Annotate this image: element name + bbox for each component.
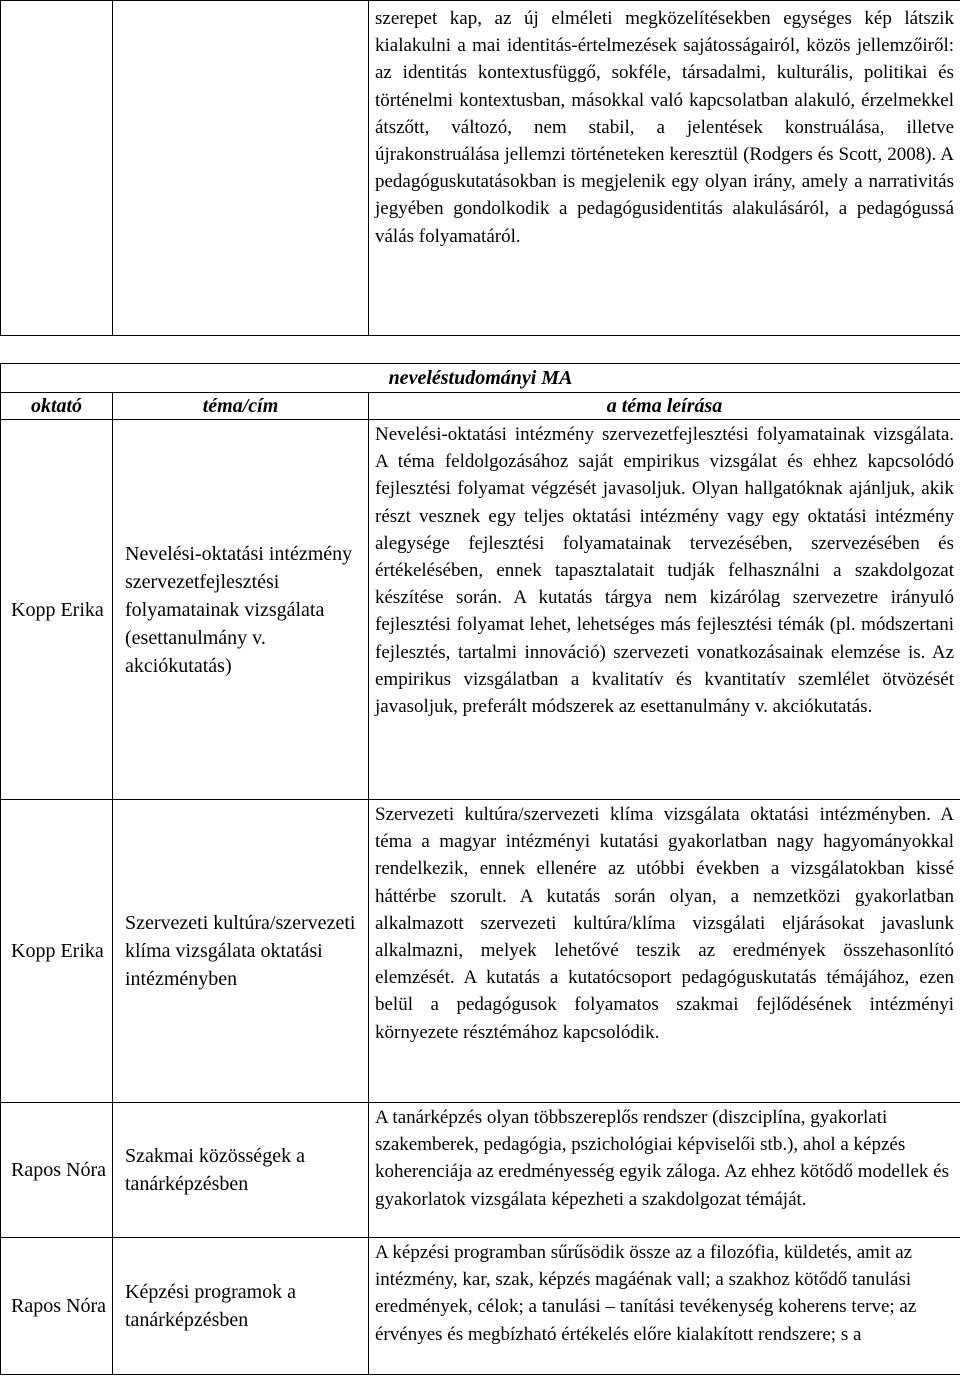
ma-topics-table <box>0 363 960 1375</box>
table-title-row <box>1 364 960 393</box>
leiras-text: A képzési programban sűrűsödik össze az a filozófia, küldetés, amit az intézmény, kar, szak, képzés magáénak vall; a szakhoz kötődő tanulási eredmények, célok; a tanulási – tanítási tevékenység koherens terve; az érvényes és megbízható értékelés előre kialakított rendszere; s a <box>375 1242 917 1345</box>
tema-cell: Képzési programok a tanárképzésben <box>113 1238 369 1375</box>
table-row <box>1 1103 960 1238</box>
tema-cell: Szervezeti kultúra/szervezeti klíma vizsgálata oktatási intézményben <box>113 800 369 1103</box>
header-row <box>1 393 960 420</box>
continuation-paragraph: szerepet kap, az új elméleti megközelítésekben egységes kép látszik kialakulni a mai identitás-értelmezések sajátosságairól, közös jellemzőiről: az identitás kontextusfüggő, sokféle, társadalmi, kulturális, politikai és történelmi kontextusban, másokkal való kapcsolatban alakuló, érzelmekkel átszőtt, változó, nem stabil, a jelentések konstruálása, illetve újrakonstruálása jellemzi történeteken keresztül (Rodgers és Scott, 2008). A pedagóguskutatásokban is megjelenik egy olyan irány, amely a narrativitás jegyében gondolkodik a pedagógusidentitás alakulásáról, a pedagógussá válás folyamatáról. <box>375 8 954 247</box>
oktato-cell: Rapos Nóra <box>1 1238 113 1375</box>
leiras-text: A tanárképzés olyan többszereplős rendszer (diszciplína, gyakorlati szakemberek, pedagógia, pszichológiai képviselői stb.), ahol a képzés koherenciája az eredményesség egyik záloga. Az ehhez kötődő modellek és gyakorlatok vizsgálata képezheti a szakdolgozat témáját. <box>375 1107 949 1210</box>
oktato-cell: Kopp Erika <box>1 420 113 800</box>
leiras-cell <box>369 420 960 800</box>
header-leiras: a téma leírása <box>369 393 960 420</box>
table-row <box>1 800 960 1103</box>
leiras-text: Szervezeti kultúra/szervezeti klíma vizsgálata oktatási intézményben. A téma a magyar intézményi kutatási gyakorlatban nagy hagyományokkal rendelkezik, ennek ellenére az utóbbi években a vizsgálatokban kissé háttérbe szorult. A kutatás során olyan, a nemzetközi gyakorlatban alkalmazott szervezeti kultúra/klíma vizsgálati eljárásokat javaslunk alkalmazni, melyek lehetővé teszik az eredmények összehasonlító elemzését. A kutatás a kutatócsoport pedagóguskutatás témájához, ezen belül a pedagógusok folyamatos szakmai fejlődésének intézményi környezete résztémához kapcsolódik. <box>375 804 955 1043</box>
oktato-cell: Kopp Erika <box>1 800 113 1103</box>
continuation-row <box>1 1 960 336</box>
header-tema-cim: téma/cím <box>113 393 369 420</box>
table-row <box>1 420 960 800</box>
continuation-table <box>0 0 960 336</box>
continuation-description-cell <box>369 1 960 336</box>
tema-cell: Nevelési-oktatási intézmény szervezetfejlesztési folyamatainak vizsgálata (esettanulmány v. akciókutatás) <box>113 420 369 800</box>
header-oktato: oktató <box>1 393 113 420</box>
leiras-text: Nevelési-oktatási intézmény szervezetfejlesztési folyamatainak vizsgálata. A téma feldolgozásához saját empirikus vizsgálat és ehhez kapcsolódó fejlesztési folyamat végzését javasoljuk. Olyan hallgatóknak ajánljuk, akik részt vesznek egy teljes oktatási intézmény vagy egy oktatási intézmény alegysége fejlesztési folyamatainak tervezésében, szervezésében és értékelésében, ennek tapasztalatait tudják felhasználni a szakdolgozat készítése során. A kutatás tárgya nem kizárólag szervezetre irányuló fejlesztési folyamat lehet, lehetséges más fejlesztési témák (pl. módszertani fejlesztés, tartalmi innováció) szervezeti vonatkozásainak elemzése is. Az empirikus vizsgálatban a kvalitatív és kvantitatív szemlélet ötvözését javasoljuk, preferált módszerek az esettanulmány v. akciókutatás. <box>375 424 955 718</box>
table-title: neveléstudományi MA <box>1 364 960 393</box>
oktato-cell: Rapos Nóra <box>1 1103 113 1238</box>
continuation-oktato-cell <box>1 1 113 336</box>
table-row <box>1 1238 960 1375</box>
continuation-tema-cell <box>113 1 369 336</box>
tema-cell: Szakmai közösségek a tanárképzésben <box>113 1103 369 1238</box>
leiras-cell <box>369 800 960 1103</box>
leiras-cell <box>369 1238 960 1375</box>
leiras-cell <box>369 1103 960 1238</box>
